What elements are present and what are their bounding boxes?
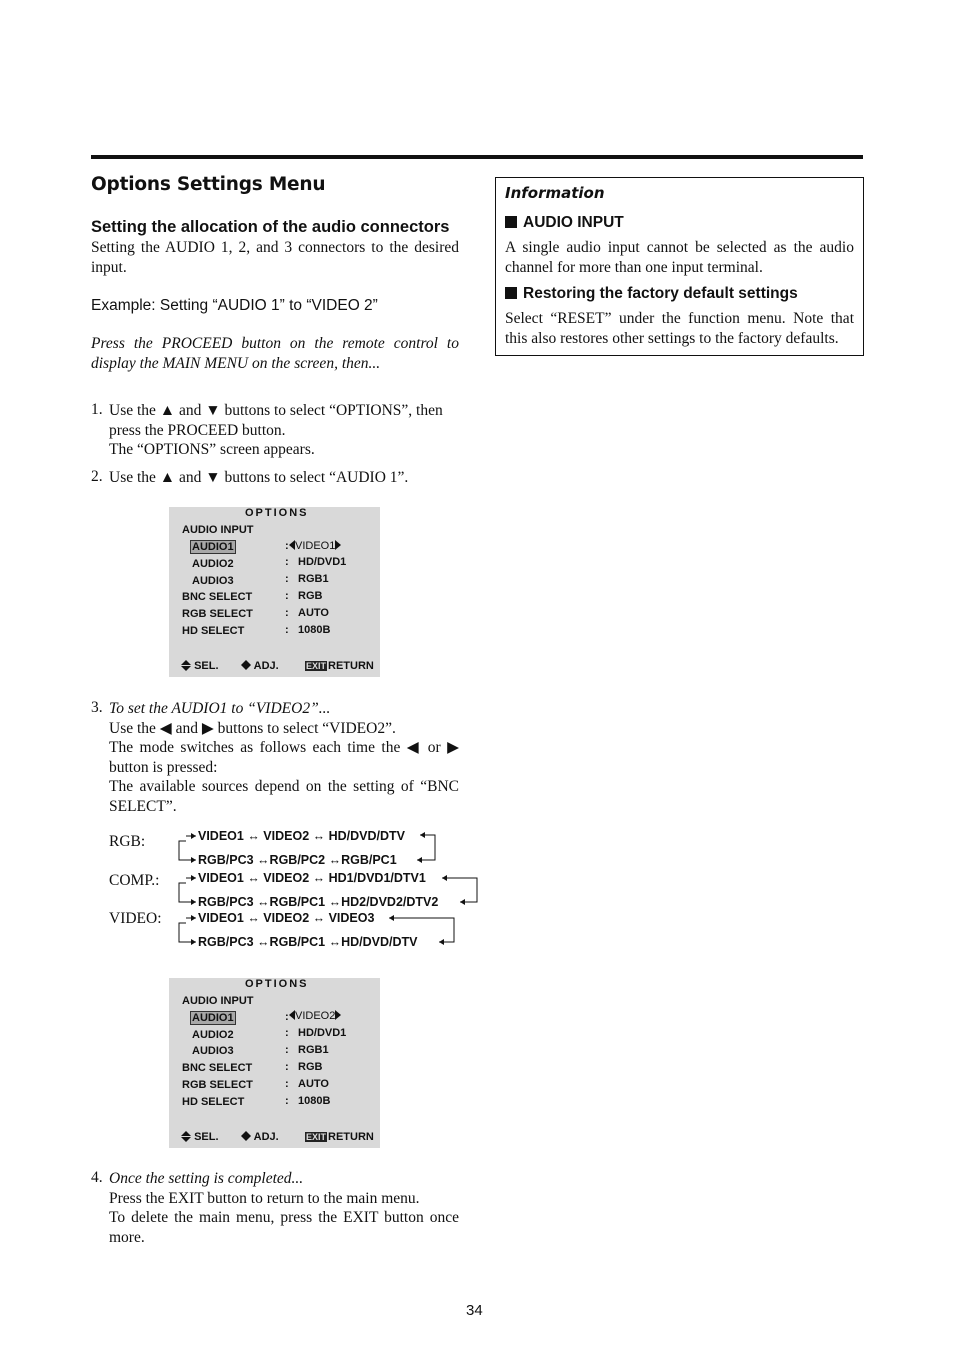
info-paragraph: A single audio input cannot be selected as the audio channel for more than one input terminal. <box>505 239 854 276</box>
step-heading: Once the setting is completed... <box>109 1170 304 1187</box>
osd-row-sep: : <box>285 607 289 619</box>
osd-value-text: VIDEO1 <box>295 540 336 552</box>
info-heading-text: Restoring the factory default settings <box>523 285 798 302</box>
cycle-bottom-row: RGB/PC3 ↔RGB/PC1 ↔HD/DVD/DTV <box>198 935 418 949</box>
step-line: Use the ◀ and ▶ buttons to select “VIDEO2”. <box>109 719 396 737</box>
osd-row-label: HD SELECT <box>182 1096 245 1108</box>
square-bullet-icon <box>505 287 517 299</box>
osd-options-menu <box>169 978 380 1148</box>
osd-row-label: BNC SELECT <box>182 1062 253 1074</box>
page-title: Options Settings Menu <box>91 174 326 195</box>
osd-row-value: HD/DVD1 <box>298 556 347 568</box>
step-line: Use the ▲ and ▼ buttons to select “AUDIO 1”. <box>109 469 409 486</box>
intro-text: Setting the AUDIO 1, 2, and 3 connectors to the desired input. <box>91 239 459 276</box>
osd-row-sep: : <box>285 573 289 585</box>
osd-row-value: RGB1 <box>298 573 329 585</box>
osd-row-sep: : <box>285 540 289 552</box>
example-text: Example: Setting “AUDIO 1” to “VIDEO 2” <box>91 297 378 314</box>
section-subtitle: Setting the allocation of the audio connectors <box>91 218 450 236</box>
osd-row-sep: : <box>285 1011 289 1023</box>
osd-section-label: AUDIO INPUT <box>182 995 254 1007</box>
osd-row-label: AUDIO2 <box>192 558 234 570</box>
cycle-top-row: VIDEO1 ↔ VIDEO2 ↔ VIDEO3 <box>198 911 375 925</box>
cycle-label: RGB: <box>109 833 146 850</box>
osd-title: OPTIONS <box>245 978 309 990</box>
osd-row-sep: : <box>285 1027 289 1039</box>
osd-row-sep: : <box>285 624 289 636</box>
right-arrow-icon <box>335 1010 341 1020</box>
step-4 <box>109 1169 459 1247</box>
footer-sel-label: SEL. <box>194 1131 219 1143</box>
osd-row-label: AUDIO2 <box>192 1029 234 1041</box>
osd-row-sep: : <box>285 1078 289 1090</box>
osd-row-value: 1080B <box>298 1095 331 1107</box>
step-number: 3. <box>91 699 103 716</box>
osd-row-label: AUDIO3 <box>192 575 234 587</box>
osd-row-label-selected[interactable]: AUDIO1 <box>192 541 234 553</box>
osd-row-label: RGB SELECT <box>182 1079 253 1091</box>
osd-footer-adj <box>241 1131 279 1143</box>
osd-row-value: 1080B <box>298 624 331 636</box>
step-line: The mode switches as follows each time the ◀ or ▶ button is pressed: <box>109 739 459 776</box>
osd-row-label: HD SELECT <box>182 625 245 637</box>
osd-section-label: AUDIO INPUT <box>182 524 254 536</box>
right-arrow-icon <box>246 1131 251 1141</box>
step-number: 2. <box>91 468 103 485</box>
cycle-label: VIDEO: <box>109 910 162 927</box>
exit-key-icon: EXIT <box>306 1132 327 1142</box>
osd-row-value: AUTO <box>298 1078 329 1090</box>
page-number: 34 <box>466 1302 483 1319</box>
up-down-icon <box>181 1131 191 1142</box>
osd-row-sep: : <box>285 1061 289 1073</box>
info-heading <box>505 285 798 303</box>
step-number: 1. <box>91 401 103 418</box>
osd-row-sep: : <box>285 590 289 602</box>
info-title: Information <box>505 184 605 202</box>
step-line: To delete the main menu, press the EXIT button once more. <box>109 1209 459 1246</box>
information-box <box>495 177 864 356</box>
osd-row-value[interactable] <box>289 1010 341 1022</box>
osd-row-value: RGB <box>298 590 323 602</box>
osd-footer-sel <box>181 1131 219 1143</box>
press-instruction: Press the PROCEED button on the remote control to display the MAIN MENU on the screen, then... <box>91 335 459 372</box>
step-line: The “OPTIONS” screen appears. <box>109 441 315 458</box>
osd-row-value: RGB <box>298 1061 323 1073</box>
step-line: Press the EXIT button to return to the main menu. <box>109 1189 420 1207</box>
step-heading: To set the AUDIO1 to “VIDEO2”... <box>109 700 331 717</box>
cycle-bottom-row: RGB/PC3 ↔RGB/PC2 ↔RGB/PC1 <box>198 853 397 867</box>
osd-value-text: VIDEO2 <box>295 1010 336 1022</box>
cycle-label: COMP.: <box>109 872 160 889</box>
footer-return-label: RETURN <box>328 1131 374 1143</box>
cycle-top-row: VIDEO1 ↔ VIDEO2 ↔ HD/DVD/DTV <box>198 829 405 843</box>
osd-title: OPTIONS <box>245 507 309 519</box>
osd-row-sep: : <box>285 1095 289 1107</box>
cycle-top-row: VIDEO1 ↔ VIDEO2 ↔ HD1/DVD1/DTV1 <box>198 871 426 885</box>
osd-footer-return <box>305 1131 374 1143</box>
info-paragraph: Select “RESET” under the function menu. Note that this also restores other settings to the factory defaults. <box>505 310 854 347</box>
footer-adj-label: ADJ. <box>253 660 279 672</box>
step-number: 4. <box>91 1169 103 1186</box>
osd-row-label: RGB SELECT <box>182 608 253 620</box>
osd-row-label: AUDIO3 <box>192 1045 234 1057</box>
osd-row-label: BNC SELECT <box>182 591 253 603</box>
osd-row-value: AUTO <box>298 607 329 619</box>
square-bullet-icon <box>505 216 517 228</box>
cycle-bottom-row: RGB/PC3 ↔RGB/PC1 ↔HD2/DVD2/DTV2 <box>198 895 439 909</box>
osd-row-sep: : <box>285 556 289 568</box>
osd-row-value: HD/DVD1 <box>298 1027 347 1039</box>
info-heading-text: AUDIO INPUT <box>523 214 624 231</box>
footer-return-label: RETURN <box>328 660 374 672</box>
osd-row-label-selected[interactable]: AUDIO1 <box>192 1012 234 1024</box>
osd-row-sep: : <box>285 1044 289 1056</box>
footer-adj-label: ADJ. <box>253 1131 279 1143</box>
osd-row-value: RGB1 <box>298 1044 329 1056</box>
info-heading <box>505 214 624 232</box>
step-line: Use the ▲ and ▼ buttons to select “OPTIONS”, then press the PROCEED button. <box>109 402 443 439</box>
exit-key-icon: EXIT <box>306 661 327 671</box>
footer-sel-label: SEL. <box>194 660 219 672</box>
step-line: The available sources depend on the setting of “BNC SELECT”. <box>109 778 459 815</box>
